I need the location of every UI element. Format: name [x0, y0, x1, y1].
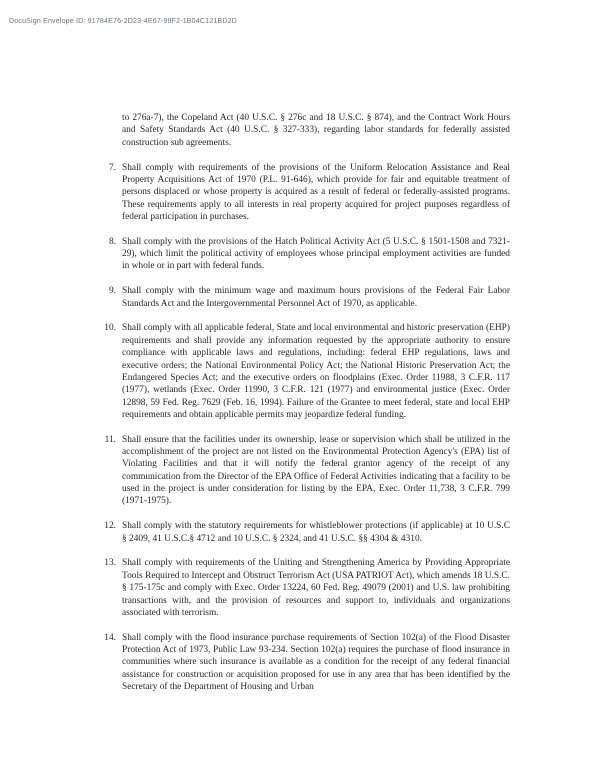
clause-item: [98, 285, 510, 310]
clause-item: [98, 162, 510, 224]
document-body-column: [98, 112, 510, 693]
clause-number: 13.: [104, 558, 116, 569]
numbered-clause-list: [98, 162, 510, 694]
docusign-envelope-id-stamp: DocuSign Envelope ID: 91784E76-2D23-4E67-99F2-1B04C121BD2D: [9, 17, 237, 25]
clause-item: [98, 632, 510, 694]
clause-number: 7.: [108, 162, 116, 173]
clause-text: Shall comply with the statutory requirements for whistleblower protections (if applicable) at 10 U.S.C § 2409, 41 U.S.C.§ 4712 and 10 U.S.C. § 2324, and 41 U.S.C. §§ 4304 & 4310.: [122, 521, 510, 544]
clause-text: Shall comply with the provisions of the Hatch Political Activity Act (5 U.S.C. § 1501-1508 and 7321-29), which limit the political activity of employees whose principal employment activities are funded in whole or in part with federal funds.: [122, 236, 510, 272]
clause-text: Shall comply with all applicable federal, State and local environmental and historic preservation (EHP) requirements and shall provide any information requested by the appropriate authority to ensure compliance with applicable laws and regulations, including: federal EHP regulations, laws and executive orders; the National Environmental Policy Act; the National Historic Preservation Act; the Endangered Species Act; and the executive orders on floodplains (Exec. Order 11988, 3 C.F.R. 117 (1977), wetlands (Exec. Order 11990, 3 C.F.R. 121 (1977) and environmental justice (Exec. Order 12898, 59 Fed. Reg. 7629 (Feb. 16, 1994). Failure of the Grantee to meet federal, state and local EHP requirements and obtain applicable permits may jeopardize federal funding.: [122, 323, 510, 420]
clause-item: [98, 520, 510, 545]
clause-item: [98, 322, 510, 421]
clause-number: 8.: [108, 236, 116, 247]
clause-number: 10.: [104, 323, 116, 334]
clause-item: [98, 557, 510, 619]
clause-item: [98, 434, 510, 508]
continuation-paragraph: to 276a-7), the Copeland Act (40 U.S.C. § 276c and 18 U.S.C. § 874), and the Contract Work Hours and Safety Standards Act (40 U.S.C. § 327-333), regarding labor standards for federally assisted construction sub agreements.: [122, 113, 510, 148]
clause-number: 11.: [104, 434, 116, 445]
clause-number: 12.: [104, 521, 116, 532]
clause-text: Shall comply with the flood insurance purchase requirements of Section 102(a) of the Flood Disaster Protection Act of 1973, Public Law 93-234. Section 102(a) requires the purchase of flood insurance in communities where such insurance is available as a condition for the receipt of any federal financial assistance for construction or acquisition proposed for use in any area that has been identified by the Secretary of the Department of Housing and Urban: [122, 632, 510, 693]
clause-text: Shall comply with requirements of the Uniting and Strengthening America by Providing Appropriate Tools Required to Intercept and Obstruct Terrorism Act (USA PATRIOT Act), which amends 18 U.S.C. § 175-175c and comply with Exec. Order 13224, 60 Fed. Reg. 49079 (2001) and U.S. law prohibiting transactions with, and the provision of resources and support to, individuals and organizations associated with terrorism.: [122, 558, 510, 618]
clause-number: 9.: [108, 286, 116, 297]
clause-number: 14.: [104, 632, 116, 643]
clause-text: Shall comply with requirements of the provisions of the Uniform Relocation Assistance and Real Property Acquisitions Act of 1970 (P.L. 91-646), which provide for fair and equitable treatment of persons displaced or whose property is acquired as a result of federal or federally-assisted programs. These requirements apply to all interests in real property acquired for project purposes regardless of federal participation in purchases.: [122, 162, 510, 222]
clause-text: Shall ensure that the facilities under its ownership, lease or supervision which shall be utilized in the accomplishment of the project are not listed on the Environmental Protection Agency's (EPA) list of Violating Facilities and that it will notify the federal grantor agency of the receipt of any communication from the Director of the EPA Office of Federal Activities indicating that a facility to be used in the project is under consideration for listing by the EPA, Exec. Order 11,738, 3 C.F.R. 799 (1971-1975).: [122, 434, 510, 507]
clause-text: Shall comply with the minimum wage and maximum hours provisions of the Federal Fair Labor Standards Act and the Intergovernmental Personnel Act of 1970, as applicable.: [122, 286, 510, 309]
clause-item: [98, 236, 510, 273]
